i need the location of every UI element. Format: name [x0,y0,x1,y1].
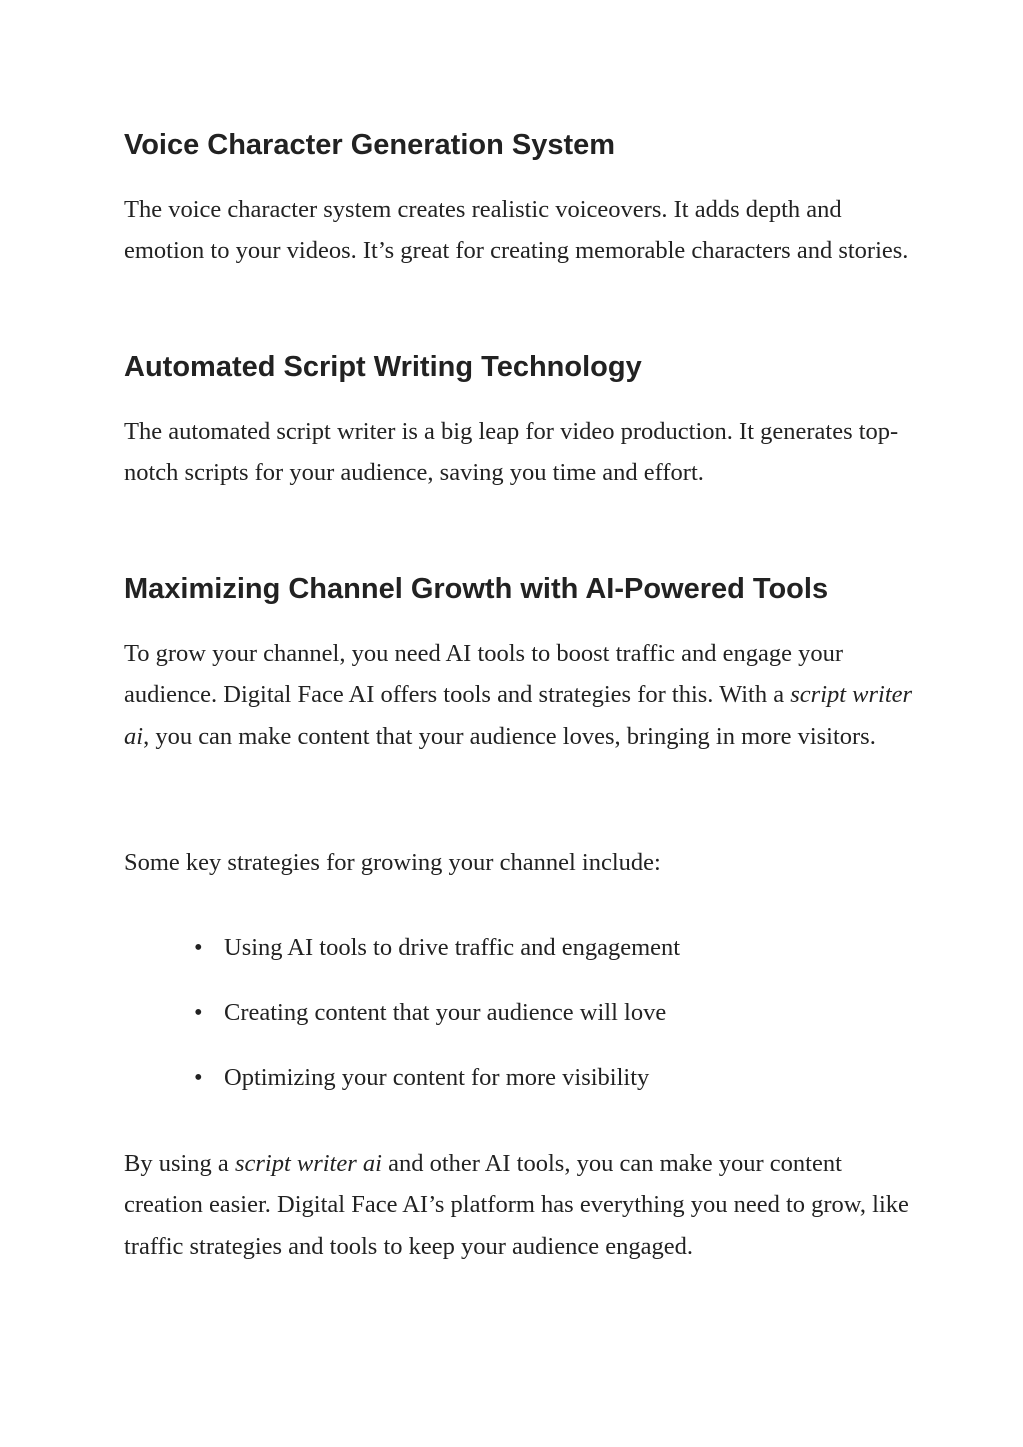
section-heading-channel-growth: Maximizing Channel Growth with AI-Powered Tools [124,573,829,605]
bullet-icon: • [194,1064,203,1091]
paragraph-text: and other AI tools, you can make your content creation easier. Digital Face AI’s platform has everything you need to grow, like traffic strategies and tools to keep your audience engaged. [124,1150,909,1260]
section-paragraph-channel-growth [124,633,914,757]
list-item [124,927,914,992]
bullet-icon: • [194,934,203,961]
emphasis-text: script writer ai [124,681,913,750]
list-item [124,1057,914,1122]
paragraph-text: To grow your channel, you need AI tools to boost traffic and engage your audience. Digital Face AI offers tools and strategies for this. With a [124,640,844,709]
list-item-text: Creating content that your audience will love [224,999,667,1026]
list-item-text: Optimizing your content for more visibility [224,1064,650,1091]
strategies-list [124,927,914,1122]
section-heading-voice-character: Voice Character Generation System [124,129,616,161]
list-item [124,992,914,1057]
section-paragraph-voice-character: The voice character system creates realistic voiceovers. It adds depth and emotion to your videos. It’s great for creating memorable characters and stories. [124,196,909,265]
emphasis-text: script writer ai [234,1150,382,1177]
paragraph-text: , you can make content that your audience loves, bringing in more visitors. [143,722,876,750]
bullet-icon: • [194,999,203,1026]
closing-paragraph [124,1143,914,1267]
paragraph-text: By using a [124,1150,235,1177]
strategies-intro: Some key strategies for growing your channel include: [124,849,661,876]
section-paragraph-script-writing: The automated script writer is a big leap for video production. It generates top-notch scripts for your audience, saving you time and effort. [124,418,899,487]
section-heading-script-writing: Automated Script Writing Technology [124,351,642,383]
list-item-text: Using AI tools to drive traffic and engagement [224,934,681,961]
